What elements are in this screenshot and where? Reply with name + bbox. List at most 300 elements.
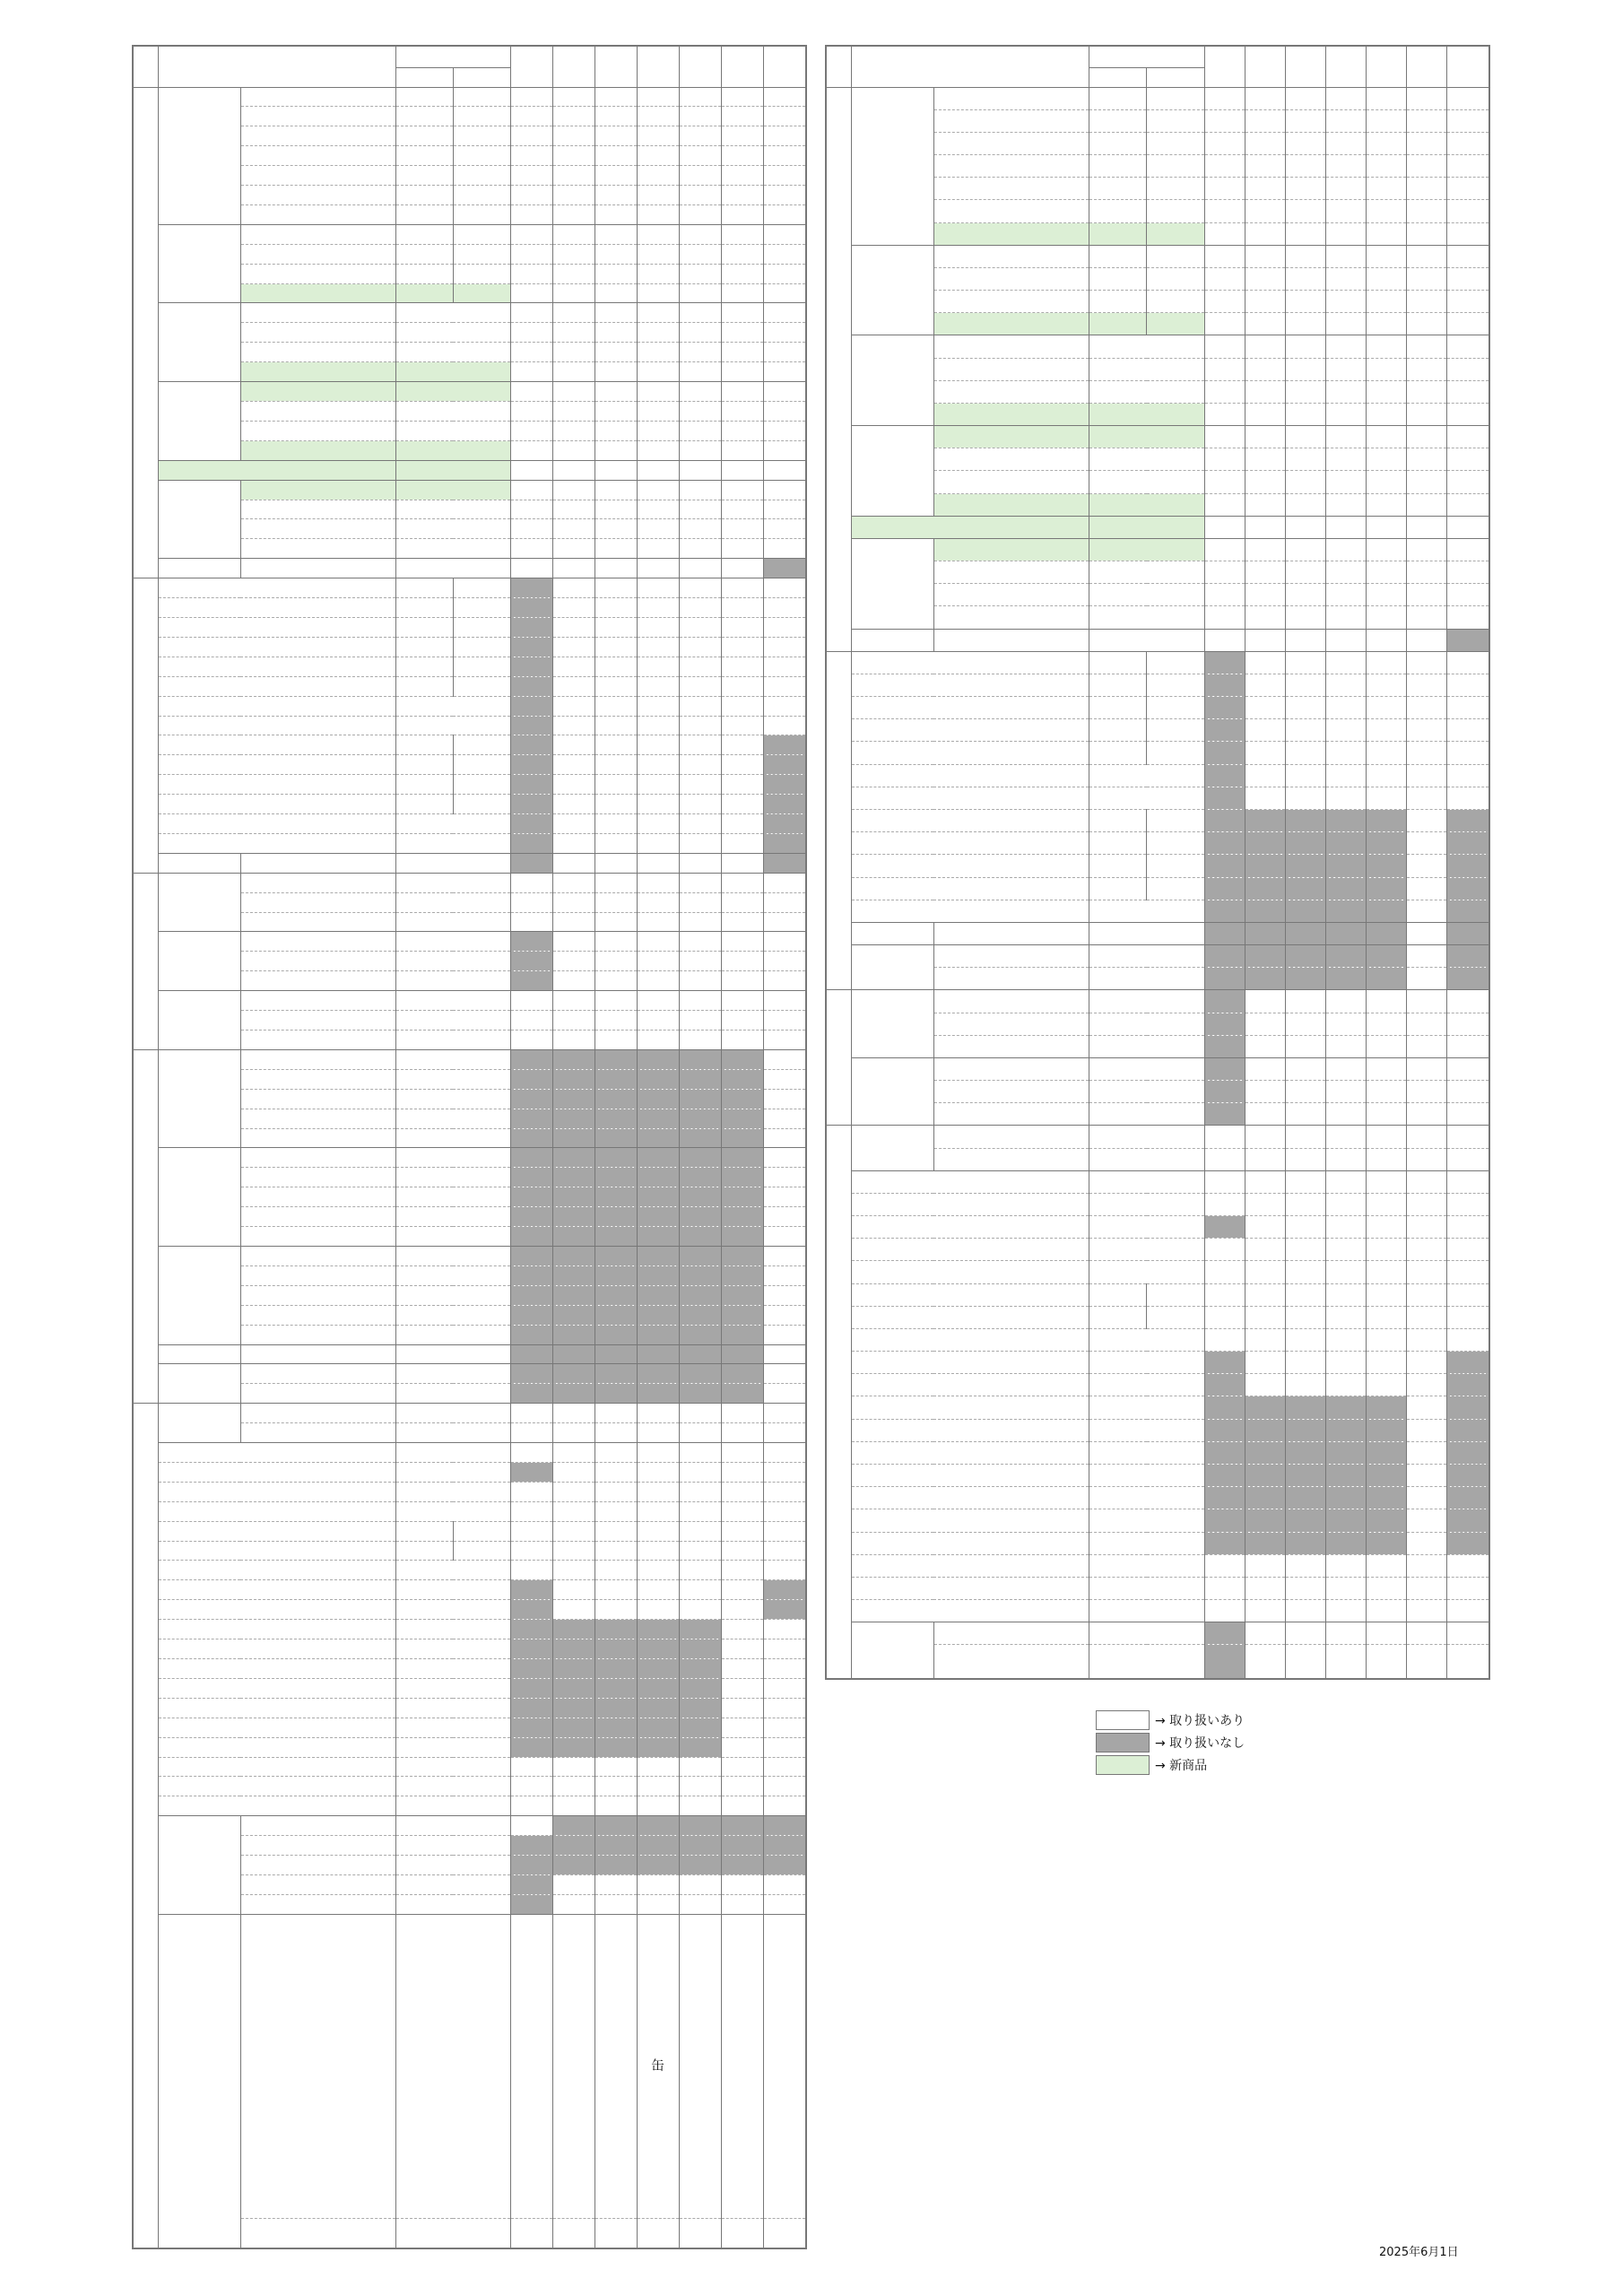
menu-row [826,787,1489,809]
availability-cell [637,991,679,1011]
item-name [851,832,1089,855]
availability-cell [1204,1464,1245,1486]
availability-cell [1367,832,1407,855]
availability-cell [1325,1374,1366,1396]
availability-cell [510,1384,552,1404]
price-large [1147,87,1204,109]
availability-cell [763,1856,806,1875]
availability-cell [552,283,595,303]
availability-cell [595,676,637,696]
legend-available [1096,1709,1245,1731]
price-regular [1089,855,1147,877]
store-header [679,46,721,87]
item-name [851,1328,1089,1351]
availability-cell [595,657,637,676]
price [1089,1328,1204,1351]
menu-row [826,1554,1489,1577]
availability-cell [552,500,595,519]
availability-cell [1367,403,1407,425]
price-regular [1089,291,1147,313]
item-name [851,787,1089,809]
availability-cell [1245,651,1285,674]
item-name [158,1580,395,1600]
availability-cell [763,1187,806,1207]
item-name [933,335,1089,358]
availability-cell [1204,561,1245,584]
subgroup-label [851,1057,933,1126]
availability-cell [721,853,763,873]
availability-cell [1204,1419,1245,1441]
availability-cell [679,1856,721,1875]
price-large [453,617,510,637]
availability-cell [1245,674,1285,696]
menu-row [826,764,1489,787]
availability-cell [595,1207,637,1227]
item-name [933,561,1089,584]
availability-cell [679,1777,721,1796]
item-name [851,1464,1089,1486]
availability-cell [1245,1081,1285,1103]
menu-row [133,853,806,873]
menu-row [133,637,806,657]
availability-cell [679,1344,721,1364]
availability-cell [595,1227,637,1247]
price-regular [1089,674,1147,696]
item-name [158,1737,395,1757]
availability-cell [1367,1554,1407,1577]
category-label [133,1049,158,1403]
item-name [851,1419,1089,1441]
item-name [851,1396,1089,1419]
price-large [453,676,510,696]
price-regular [1089,742,1147,764]
menu-row [826,538,1489,561]
item-name [933,471,1089,493]
availability-cell [552,1423,595,1443]
menu-row [133,1757,806,1777]
availability-cell [637,1443,679,1463]
price [1089,1441,1204,1464]
availability-cell [1245,1239,1285,1261]
availability-cell [510,1482,552,1501]
price [395,519,510,539]
availability-cell [1367,358,1407,380]
availability-cell [1325,674,1366,696]
availability-cell [1367,900,1407,922]
menu-title [851,46,1089,87]
availability-cell [721,1089,763,1109]
availability-cell [679,559,721,578]
availability-cell [637,460,679,480]
availability-cell [510,1285,552,1305]
availability-cell [1325,900,1366,922]
availability-cell [1204,222,1245,245]
item-name [851,900,1089,922]
availability-cell [679,578,721,598]
availability-cell [1367,448,1407,471]
availability-cell [1245,1419,1285,1441]
menu-row [826,719,1489,742]
availability-cell [1245,403,1285,425]
availability-cell [552,1501,595,1521]
availability-cell [637,1011,679,1031]
availability-cell [510,1678,552,1698]
availability-cell [510,991,552,1011]
item-name [158,637,395,657]
legend-new [1096,1753,1245,1776]
availability-cell [595,539,637,559]
availability-cell [1204,584,1245,606]
price [395,814,510,834]
availability-cell [637,1384,679,1404]
item-name [158,1639,395,1659]
availability-cell [763,166,806,186]
availability-cell [721,892,763,912]
item-name [851,1441,1089,1464]
item-name [240,971,395,991]
availability-cell [1325,1239,1366,1261]
availability-cell [510,224,552,244]
availability-cell [552,539,595,559]
availability-cell [1204,629,1245,651]
availability-cell [679,382,721,402]
availability-cell [637,775,679,795]
availability-cell [763,186,806,205]
price-large [1147,313,1204,335]
availability-cell [721,873,763,892]
availability-cell [1325,810,1366,832]
availability-cell [1285,651,1325,674]
availability-cell [1204,922,1245,944]
item-name [851,1216,1089,1239]
availability-cell [1367,877,1407,900]
availability-cell [637,146,679,166]
availability-cell [763,795,806,814]
menu-row [826,516,1489,538]
price [395,1639,510,1659]
price [395,460,510,480]
availability-cell [721,755,763,775]
availability-cell [595,2219,637,2248]
availability-cell [1407,990,1447,1013]
availability-cell [1407,448,1447,471]
availability-cell [721,1874,763,1894]
availability-cell [1285,1441,1325,1464]
item-name [240,1168,395,1187]
item-name [240,1128,395,1148]
availability-cell [763,126,806,146]
availability-cell [1204,358,1245,380]
availability-cell [637,303,679,323]
availability-cell [510,892,552,912]
availability-cell [721,1796,763,1816]
price-large [453,204,510,224]
availability-cell [1325,832,1366,855]
availability-cell [721,1718,763,1737]
availability-cell [1285,1126,1325,1148]
availability-cell [721,559,763,578]
availability-cell [510,1757,552,1777]
price [395,1148,510,1168]
price [395,1874,510,1894]
availability-cell [1285,697,1325,719]
price [395,343,510,362]
availability-cell [679,637,721,657]
availability-cell [1367,1261,1407,1283]
availability-cell [552,833,595,853]
availability-cell [1447,1035,1489,1057]
availability-cell [679,657,721,676]
availability-cell [510,1561,552,1580]
availability-cell [1367,471,1407,493]
availability-cell [763,991,806,1011]
availability-cell [1245,1645,1285,1679]
availability-cell [637,1168,679,1187]
availability-cell [1367,651,1407,674]
availability-cell [1204,1374,1245,1396]
availability-cell [1367,764,1407,787]
availability-cell [1325,313,1366,335]
availability-cell [1447,810,1489,832]
availability-cell [1245,1374,1285,1396]
price [1089,403,1204,425]
menu-row [133,1620,806,1639]
availability-cell [1325,335,1366,358]
availability-cell [763,1914,806,2219]
availability-cell [1245,1532,1285,1554]
item-name [240,166,395,186]
price-large [1147,719,1204,742]
availability-cell [1407,178,1447,200]
availability-cell [1447,109,1489,132]
menu-row [133,1541,806,1561]
availability-cell [1447,1645,1489,1679]
availability-cell [637,1089,679,1109]
item-name [158,657,395,676]
availability-cell [721,87,763,107]
availability-cell [1447,1081,1489,1103]
availability-cell [595,971,637,991]
price [1089,606,1204,629]
menu-row [133,480,806,500]
price [1089,1081,1204,1103]
price-large [1147,109,1204,132]
menu-row [133,1344,806,1364]
availability-cell [1285,968,1325,990]
availability-cell [763,598,806,618]
availability-cell [721,1580,763,1600]
item-name [933,109,1089,132]
item-name [240,382,395,402]
menu-row [826,1170,1489,1193]
availability-cell [595,932,637,952]
subgroup-label [158,303,240,382]
availability-cell [1245,1600,1285,1622]
availability-cell [763,912,806,932]
availability-cell [1407,832,1447,855]
availability-cell [595,1344,637,1364]
category-label [826,651,851,990]
menu-row [826,1328,1489,1351]
availability-cell [679,1678,721,1698]
subgroup-label [851,1622,933,1679]
availability-cell [1245,1622,1285,1645]
availability-cell [595,343,637,362]
price-regular [395,224,453,244]
item-name [158,1796,395,1816]
availability-cell [763,1659,806,1679]
availability-cell [1407,1013,1447,1035]
availability-cell [595,1069,637,1089]
availability-cell [1204,990,1245,1013]
item-name [933,403,1089,425]
availability-cell [595,833,637,853]
availability-cell [1407,358,1447,380]
availability-cell [552,1757,595,1777]
menu-row [133,1462,806,1482]
availability-cell [1245,200,1285,222]
availability-cell [1407,787,1447,809]
availability-cell [679,1069,721,1089]
availability-cell [1285,1487,1325,1509]
availability-cell [510,932,552,952]
availability-cell [552,775,595,795]
availability-cell [552,421,595,440]
price [1089,516,1204,538]
menu-row [133,224,806,244]
availability-cell [763,833,806,853]
price [1089,1577,1204,1599]
availability-cell [721,264,763,283]
availability-cell [721,1069,763,1089]
item-name [158,1600,395,1620]
availability-cell [763,2219,806,2248]
availability-cell [595,480,637,500]
availability-cell [1367,1328,1407,1351]
availability-cell [1447,1148,1489,1170]
availability-cell [1204,1600,1245,1622]
price [395,1620,510,1639]
availability-cell [1204,1081,1245,1103]
availability-cell [1245,426,1285,448]
availability-cell [679,500,721,519]
availability-cell [1204,1283,1245,1306]
availability-cell [1407,606,1447,629]
price-large [453,224,510,244]
availability-cell [1325,1441,1366,1464]
menu-row [133,716,806,735]
availability-cell [721,598,763,618]
availability-cell [1367,606,1407,629]
availability-cell [721,1404,763,1423]
availability-cell [763,1305,806,1325]
availability-cell [1245,810,1285,832]
availability-cell [721,578,763,598]
availability-cell [763,1737,806,1757]
availability-cell [637,814,679,834]
availability-cell [1367,155,1407,178]
availability-cell [721,1187,763,1207]
item-name [933,1103,1089,1126]
price [395,421,510,440]
availability-cell [721,204,763,224]
availability-cell [1245,1328,1285,1351]
price-regular [395,186,453,205]
availability-cell [1407,629,1447,651]
availability-cell [510,1246,552,1265]
item-name [240,480,395,500]
availability-cell [510,126,552,146]
availability-cell [595,991,637,1011]
availability-cell [679,440,721,460]
availability-cell [1285,1532,1325,1554]
availability-cell [679,991,721,1011]
item-name [240,1856,395,1875]
price-large [453,735,510,755]
availability-cell [510,1639,552,1659]
availability-cell [1367,922,1407,944]
availability-cell [679,1737,721,1757]
price [395,559,510,578]
item-name [851,810,1089,832]
availability-cell [1245,1396,1285,1419]
availability-cell [1245,380,1285,403]
availability-cell [510,186,552,205]
availability-cell [763,1443,806,1463]
availability-cell [1407,1306,1447,1328]
availability-cell [637,126,679,146]
menu-row [133,1718,806,1737]
menu-row [133,1796,806,1816]
menu-row [826,1057,1489,1080]
availability-cell [1367,742,1407,764]
item-name [933,291,1089,313]
item-name [933,426,1089,448]
availability-cell [763,637,806,657]
availability-cell [1204,1216,1245,1239]
availability-cell [1204,178,1245,200]
availability-cell [637,598,679,618]
subgroup-label [158,480,240,559]
item-name [240,343,395,362]
availability-cell [763,1148,806,1168]
legend-swatch-new [1096,1755,1150,1775]
item-name [933,358,1089,380]
availability-cell [679,1246,721,1265]
availability-cell [510,1325,552,1344]
availability-cell [637,204,679,224]
price [395,1698,510,1718]
availability-cell [595,1011,637,1031]
availability-cell [1204,403,1245,425]
menu-row [133,1404,806,1423]
availability-cell [763,146,806,166]
availability-cell [679,1501,721,1521]
store-header [595,46,637,87]
item-name [933,990,1089,1013]
price [395,362,510,382]
availability-cell [1325,764,1366,787]
availability-cell [510,617,552,637]
menu-row [133,932,806,952]
price-large [453,755,510,775]
menu-row [826,1419,1489,1441]
availability-cell [763,1325,806,1344]
availability-cell [552,598,595,618]
item-name [158,1698,395,1718]
item-name [240,1305,395,1325]
availability-cell [1367,1193,1407,1215]
